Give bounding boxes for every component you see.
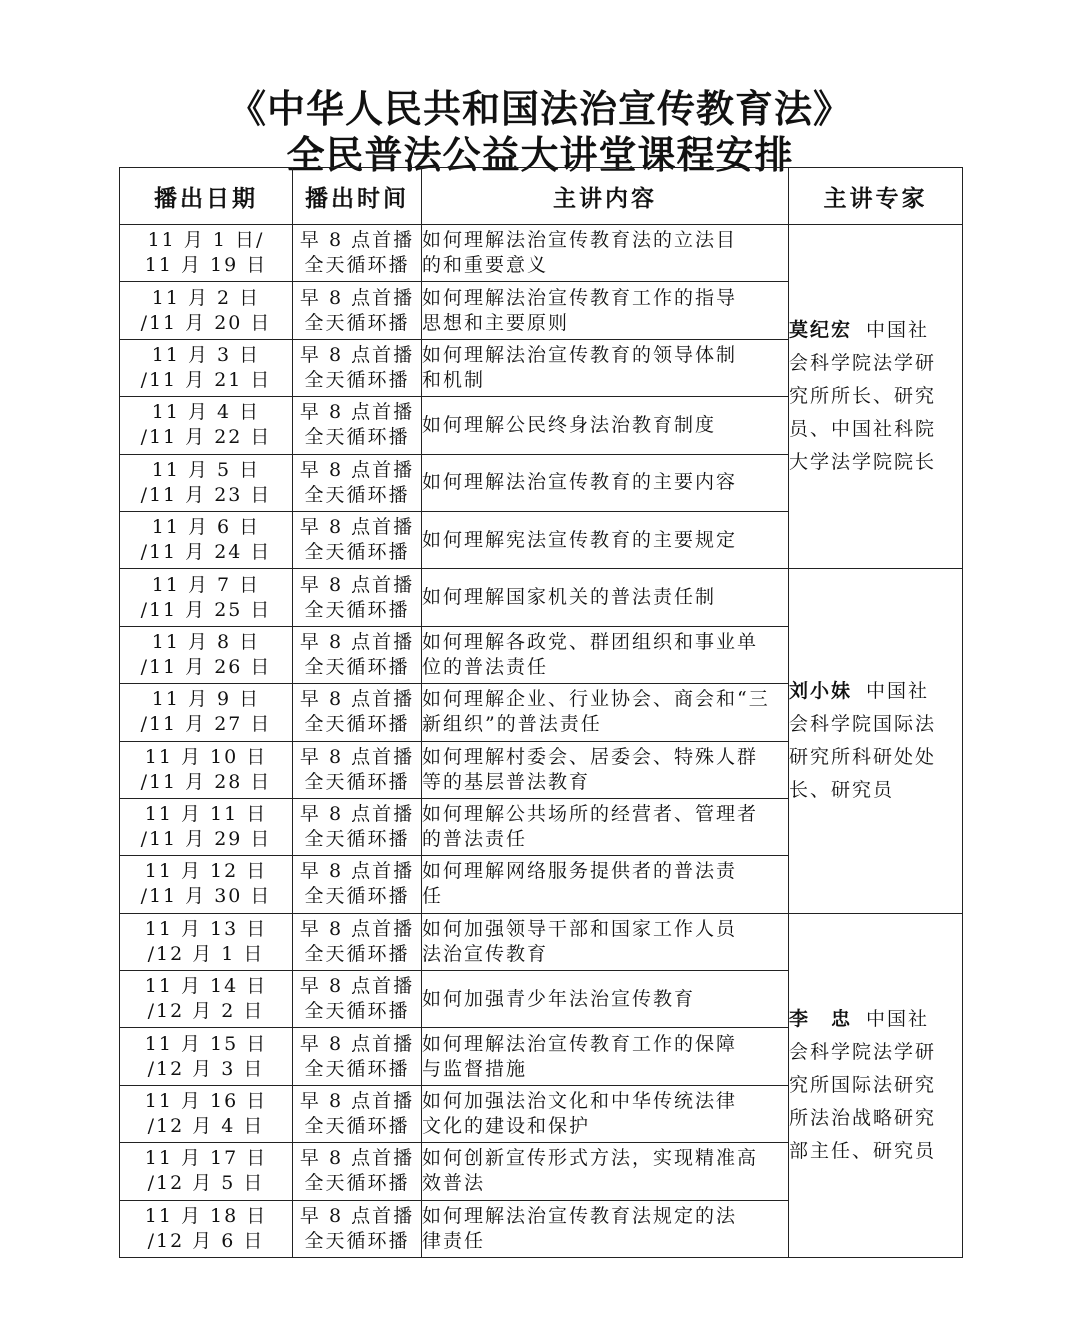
topic-line-2: 位的普法责任	[422, 655, 549, 678]
expert-cell	[789, 225, 963, 569]
expert-line	[789, 1003, 962, 1036]
date-line-1: 11 月 17 日	[144, 1147, 268, 1170]
expert-line: 所法治战略研究	[789, 1106, 937, 1129]
date-cell	[120, 913, 293, 970]
expert-cell	[789, 913, 963, 1257]
time-line-1: 早 8 点首播	[299, 229, 415, 252]
time-line-2: 全天循环播	[304, 426, 410, 449]
time-cell	[293, 741, 422, 798]
expert-name: 刘小妹	[789, 680, 853, 703]
time-cell	[293, 569, 422, 626]
topic-line-2: 新组织”的普法责任	[422, 713, 602, 736]
expert-title: 中国社	[866, 319, 930, 342]
date-cell	[120, 339, 293, 396]
topic-line-1: 如何理解宪法宣传教育的主要规定	[422, 528, 738, 551]
topic-line-1: 如何理解企业、行业协会、商会和“三	[422, 688, 770, 711]
expert-line: 会科学院法学研	[789, 352, 937, 375]
schedule-table	[119, 167, 963, 1258]
topic-line-1: 如何理解村委会、居委会、特殊人群	[422, 745, 759, 768]
date-line-2: /12 月 6 日	[147, 1229, 265, 1252]
date-line-1: 11 月 5 日	[151, 458, 261, 481]
date-cell	[120, 741, 293, 798]
time-line-2: 全天循环播	[304, 713, 410, 736]
time-line-1: 早 8 点首播	[299, 573, 415, 596]
date-line-2: /11 月 21 日	[140, 368, 272, 391]
time-line-1: 早 8 点首播	[299, 860, 415, 883]
topic-line-1: 如何理解各政党、群团组织和事业单	[422, 630, 759, 653]
time-cell	[293, 1200, 422, 1257]
topic-cell	[422, 913, 789, 970]
topic-line-1: 如何理解法治宣传教育法规定的法	[422, 1204, 738, 1227]
topic-cell	[422, 626, 789, 683]
time-cell	[293, 339, 422, 396]
time-cell	[293, 397, 422, 454]
date-line-2: /12 月 1 日	[147, 942, 265, 965]
time-cell	[293, 798, 422, 855]
topic-line-1: 如何创新宣传形式方法，实现精准高	[422, 1147, 759, 1170]
date-line-2: /12 月 5 日	[147, 1172, 265, 1195]
date-cell	[120, 569, 293, 626]
topic-line-1: 如何理解法治宣传教育工作的指导	[422, 286, 738, 309]
page-title-line-1: 《中华人民共和国法治宣传教育法》	[227, 87, 852, 131]
topic-line-2: 律责任	[422, 1229, 486, 1252]
date-line-2: /11 月 22 日	[140, 426, 272, 449]
time-line-1: 早 8 点首播	[299, 630, 415, 653]
topic-cell	[422, 397, 789, 454]
date-line-2: /11 月 30 日	[140, 885, 272, 908]
table-header-row	[120, 168, 963, 225]
topic-line-2: 任	[422, 885, 444, 908]
topic-cell	[422, 856, 789, 913]
date-cell	[120, 798, 293, 855]
date-line-1: 11 月 1 日/	[147, 229, 265, 252]
date-line-1: 11 月 8 日	[151, 630, 261, 653]
date-cell	[120, 1143, 293, 1200]
table-row	[120, 225, 963, 282]
date-line-2: /11 月 26 日	[140, 655, 272, 678]
date-line-1: 11 月 11 日	[144, 803, 268, 826]
topic-line-1: 如何理解国家机关的普法责任制	[422, 586, 717, 609]
time-line-2: 全天循环播	[304, 1115, 410, 1138]
date-line-1: 11 月 10 日	[144, 745, 268, 768]
date-cell	[120, 1085, 293, 1142]
time-line-1: 早 8 点首播	[299, 401, 415, 424]
date-line-2: /11 月 23 日	[140, 483, 272, 506]
topic-line-1: 如何理解网络服务提供者的普法责	[422, 860, 738, 883]
expert-line: 研究所科研处处	[789, 746, 937, 769]
time-line-1: 早 8 点首播	[299, 343, 415, 366]
header-topic: 主讲内容	[422, 168, 789, 225]
time-line-2: 全天循环播	[304, 1000, 410, 1023]
time-line-1: 早 8 点首播	[299, 458, 415, 481]
topic-line-2: 与监督措施	[422, 1057, 528, 1080]
header-date: 播出日期	[120, 168, 293, 225]
expert-line: 员、中国社科院	[789, 418, 937, 441]
date-cell	[120, 454, 293, 511]
topic-line-2: 法治宣传教育	[422, 942, 549, 965]
topic-line-2: 效普法	[422, 1172, 486, 1195]
date-line-1: 11 月 7 日	[151, 573, 261, 596]
time-line-2: 全天循环播	[304, 655, 410, 678]
topic-line-1: 如何加强领导干部和国家工作人员	[422, 917, 738, 940]
time-cell	[293, 913, 422, 970]
topic-cell	[422, 225, 789, 282]
date-line-1: 11 月 16 日	[144, 1090, 268, 1113]
time-line-1: 早 8 点首播	[299, 688, 415, 711]
expert-line: 长、研究员	[789, 779, 895, 802]
page-title-line-2: 全民普法公益大讲堂课程安排	[286, 133, 794, 177]
topic-cell	[422, 1143, 789, 1200]
time-cell	[293, 225, 422, 282]
time-line-2: 全天循环播	[304, 942, 410, 965]
table-body	[120, 225, 963, 1258]
topic-cell	[422, 282, 789, 339]
expert-line: 究所国际法研究	[789, 1073, 937, 1096]
table-row	[120, 913, 963, 970]
date-cell	[120, 1028, 293, 1085]
time-line-1: 早 8 点首播	[299, 917, 415, 940]
time-line-2: 全天循环播	[304, 1172, 410, 1195]
date-cell	[120, 971, 293, 1028]
date-line-1: 11 月 2 日	[151, 286, 261, 309]
expert-line: 会科学院法学研	[789, 1040, 937, 1063]
topic-cell	[422, 339, 789, 396]
topic-cell	[422, 511, 789, 568]
expert-title: 中国社	[866, 680, 930, 703]
time-line-1: 早 8 点首播	[299, 745, 415, 768]
time-line-2: 全天循环播	[304, 770, 410, 793]
topic-cell	[422, 569, 789, 626]
date-line-2: /11 月 25 日	[140, 598, 272, 621]
date-line-2: /11 月 29 日	[140, 828, 272, 851]
date-line-1: 11 月 15 日	[144, 1032, 268, 1055]
topic-cell	[422, 798, 789, 855]
time-cell	[293, 1085, 422, 1142]
time-line-2: 全天循环播	[304, 885, 410, 908]
expert-title: 中国社	[866, 1007, 930, 1030]
time-line-1: 早 8 点首播	[299, 516, 415, 539]
topic-line-2: 等的基层普法教育	[422, 770, 591, 793]
topic-line-1: 如何加强青少年法治宣传教育	[422, 987, 696, 1010]
date-line-1: 11 月 3 日	[151, 343, 261, 366]
topic-line-1: 如何理解法治宣传教育工作的保障	[422, 1032, 738, 1055]
time-cell	[293, 684, 422, 741]
topic-line-2: 文化的建设和保护	[422, 1115, 591, 1138]
expert-line	[789, 675, 962, 708]
topic-line-1: 如何理解法治宣传教育的主要内容	[422, 471, 738, 494]
time-line-1: 早 8 点首播	[299, 1032, 415, 1055]
table-row	[120, 569, 963, 626]
time-line-2: 全天循环播	[304, 311, 410, 334]
topic-cell	[422, 684, 789, 741]
time-line-1: 早 8 点首播	[299, 286, 415, 309]
time-cell	[293, 1028, 422, 1085]
date-cell	[120, 856, 293, 913]
time-cell	[293, 626, 422, 683]
expert-name: 莫纪宏	[789, 319, 853, 342]
topic-cell	[422, 1200, 789, 1257]
date-line-2: /12 月 3 日	[147, 1057, 265, 1080]
topic-line-2: 思想和主要原则	[422, 311, 570, 334]
date-line-2: /12 月 2 日	[147, 1000, 265, 1023]
topic-cell	[422, 971, 789, 1028]
date-cell	[120, 684, 293, 741]
date-cell	[120, 225, 293, 282]
header-expert: 主讲专家	[789, 168, 963, 225]
time-line-2: 全天循环播	[304, 1057, 410, 1080]
date-line-2: 11 月 19 日	[144, 254, 268, 277]
date-line-2: /11 月 27 日	[140, 713, 272, 736]
topic-line-1: 如何理解公民终身法治教育制度	[422, 413, 717, 436]
date-cell	[120, 1200, 293, 1257]
time-line-1: 早 8 点首播	[299, 975, 415, 998]
date-line-2: /11 月 20 日	[140, 311, 272, 334]
time-line-2: 全天循环播	[304, 483, 410, 506]
expert-line: 部主任、研究员	[789, 1139, 937, 1162]
topic-line-2: 和机制	[422, 368, 486, 391]
topic-line-2: 的和重要意义	[422, 254, 549, 277]
time-cell	[293, 454, 422, 511]
topic-line-1: 如何理解法治宣传教育的领导体制	[422, 343, 738, 366]
topic-cell	[422, 1085, 789, 1142]
expert-name: 李 忠	[789, 1007, 853, 1030]
date-line-1: 11 月 13 日	[144, 917, 268, 940]
time-cell	[293, 971, 422, 1028]
date-line-2: /12 月 4 日	[147, 1115, 265, 1138]
date-cell	[120, 511, 293, 568]
expert-line: 会科学院国际法	[789, 713, 937, 736]
date-line-1: 11 月 14 日	[144, 975, 268, 998]
date-line-1: 11 月 9 日	[151, 688, 261, 711]
expert-line	[789, 314, 962, 347]
time-cell	[293, 282, 422, 339]
time-line-2: 全天循环播	[304, 1229, 410, 1252]
expert-line: 究所所长、研究	[789, 385, 937, 408]
time-cell	[293, 511, 422, 568]
date-line-2: /11 月 24 日	[140, 541, 272, 564]
time-line-1: 早 8 点首播	[299, 1090, 415, 1113]
time-line-2: 全天循环播	[304, 541, 410, 564]
date-line-1: 11 月 6 日	[151, 516, 261, 539]
topic-line-2: 的普法责任	[422, 828, 528, 851]
topic-line-1: 如何加强法治文化和中华传统法律	[422, 1090, 738, 1113]
time-line-1: 早 8 点首播	[299, 1147, 415, 1170]
time-line-1: 早 8 点首播	[299, 1204, 415, 1227]
header-time: 播出时间	[293, 168, 422, 225]
date-cell	[120, 626, 293, 683]
date-line-1: 11 月 18 日	[144, 1204, 268, 1227]
date-line-1: 11 月 4 日	[151, 401, 261, 424]
expert-line: 大学法学院院长	[789, 451, 937, 474]
date-cell	[120, 397, 293, 454]
time-line-1: 早 8 点首播	[299, 803, 415, 826]
time-line-2: 全天循环播	[304, 828, 410, 851]
time-cell	[293, 856, 422, 913]
time-line-2: 全天循环播	[304, 254, 410, 277]
topic-cell	[422, 741, 789, 798]
date-line-1: 11 月 12 日	[144, 860, 268, 883]
topic-cell	[422, 454, 789, 511]
time-line-2: 全天循环播	[304, 598, 410, 621]
topic-cell	[422, 1028, 789, 1085]
time-cell	[293, 1143, 422, 1200]
expert-cell	[789, 569, 963, 913]
topic-line-1: 如何理解法治宣传教育法的立法目	[422, 229, 738, 252]
time-line-2: 全天循环播	[304, 368, 410, 391]
date-cell	[120, 282, 293, 339]
date-line-2: /11 月 28 日	[140, 770, 272, 793]
topic-line-1: 如何理解公共场所的经营者、管理者	[422, 803, 759, 826]
